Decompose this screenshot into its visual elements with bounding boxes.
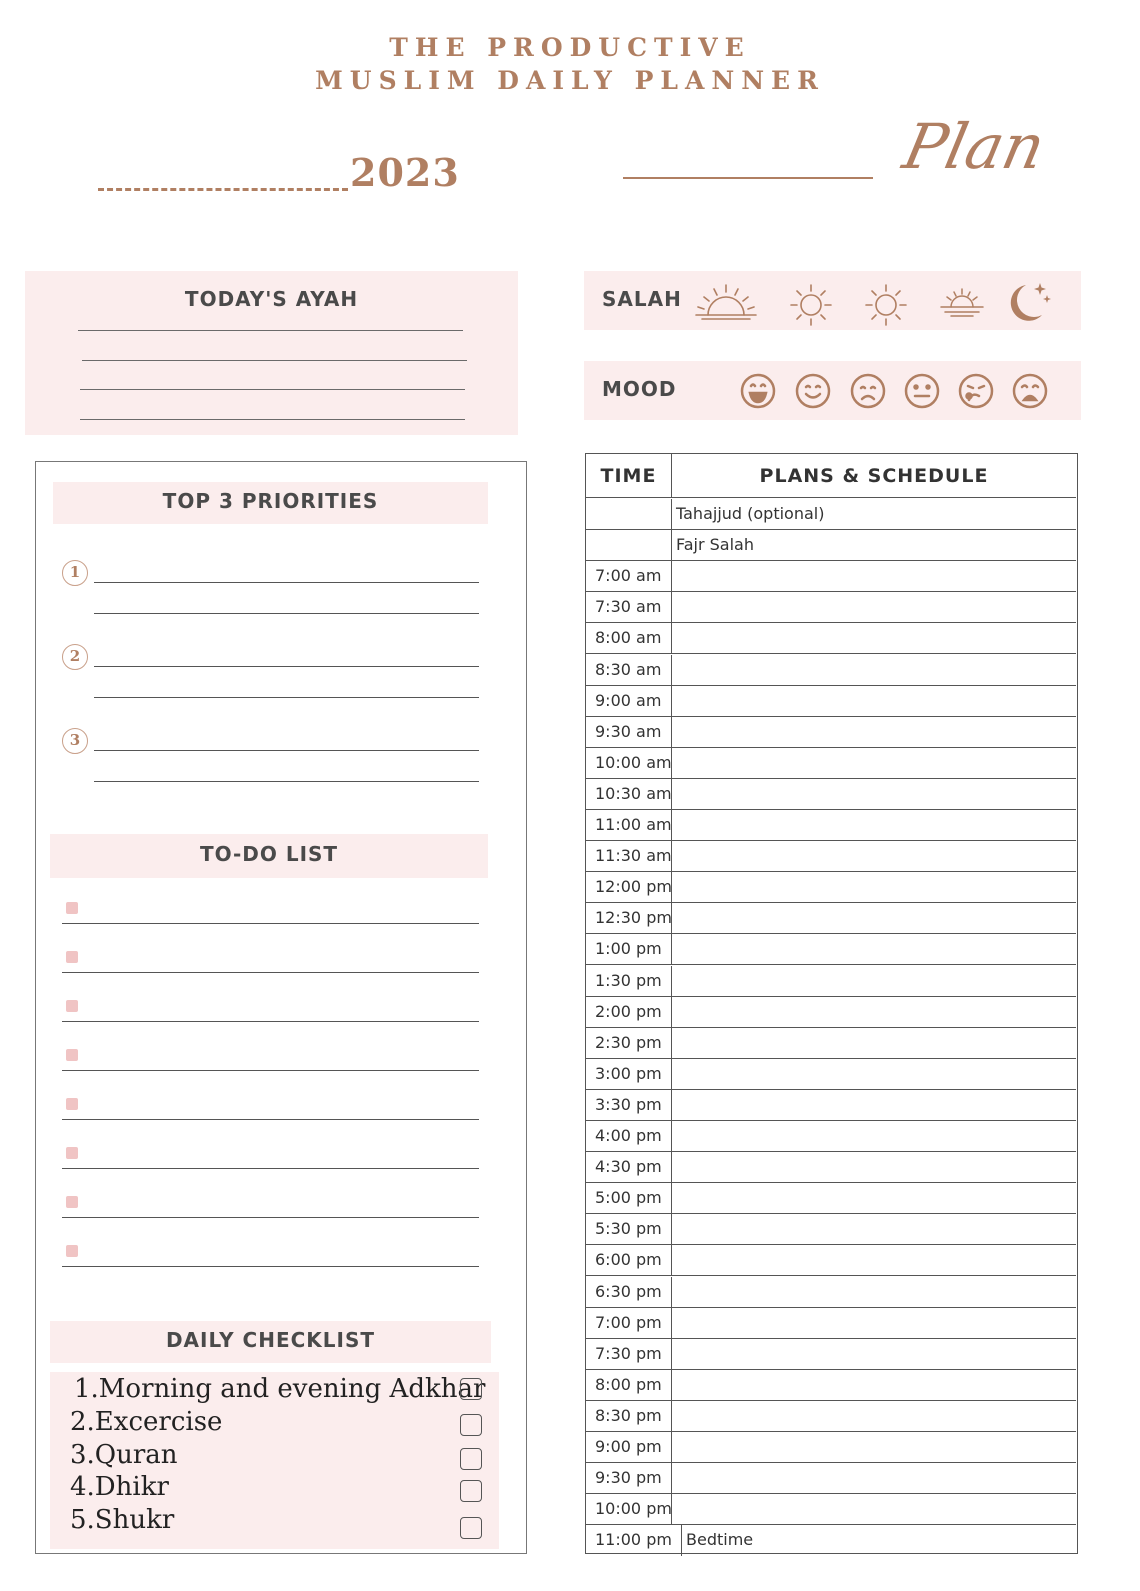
checklist-heading: DAILY CHECKLIST	[165, 1328, 376, 1352]
schedule-time-cell: 9:00 pm	[586, 1432, 672, 1462]
mood-label: MOOD	[602, 377, 677, 401]
schedule-row[interactable]	[586, 903, 1076, 934]
priority-2-line[interactable]	[94, 666, 479, 667]
ayah-writing-line[interactable]	[82, 360, 467, 361]
schedule-time-cell: 8:00 pm	[586, 1370, 672, 1400]
todo-line[interactable]	[62, 1217, 479, 1218]
year-label: 2023	[350, 150, 460, 195]
schedule-time-cell: 12:30 pm	[586, 903, 672, 933]
schedule-plan-cell[interactable]: Fajr Salah	[676, 535, 754, 555]
todo-heading: TO-DO LIST	[199, 842, 339, 866]
checklist-checkbox[interactable]	[460, 1480, 482, 1502]
todo-line[interactable]	[62, 1070, 479, 1071]
priority-number-2: 2	[62, 644, 88, 670]
checklist-item: 3.Quran	[70, 1440, 178, 1470]
schedule-row[interactable]	[586, 841, 1076, 872]
priority-number-3: 3	[62, 728, 88, 754]
priority-1-line[interactable]	[94, 582, 479, 583]
schedule-row[interactable]	[586, 623, 1076, 654]
schedule-plan-cell[interactable]: Bedtime	[686, 1530, 754, 1550]
schedule-row[interactable]	[586, 1245, 1076, 1276]
schedule-row[interactable]	[586, 655, 1076, 686]
todo-checkbox[interactable]	[66, 951, 78, 963]
todo-checkbox[interactable]	[66, 1000, 78, 1012]
schedule-time-cell: 4:30 pm	[586, 1152, 672, 1182]
plan-blank-line[interactable]	[623, 177, 873, 179]
moon-stars-icon[interactable]	[1004, 281, 1052, 325]
todo-line[interactable]	[62, 923, 479, 924]
priorities-heading: TOP 3 PRIORITIES	[162, 489, 379, 513]
time-column-header: TIME	[586, 454, 672, 498]
salah-tracker	[584, 271, 1081, 330]
sad-face-icon[interactable]	[1011, 372, 1049, 410]
todo-line[interactable]	[62, 1168, 479, 1169]
schedule-time-cell: 1:00 pm	[586, 934, 672, 964]
schedule-table	[585, 453, 1078, 1554]
schedule-row[interactable]	[586, 1339, 1076, 1370]
schedule-time-cell: 7:30 am	[586, 592, 672, 622]
smile-face-icon[interactable]	[794, 372, 832, 410]
planner-title-line-2: MUSLIM DAILY PLANNER	[315, 66, 825, 95]
schedule-row[interactable]	[586, 561, 1076, 592]
checklist-checkbox[interactable]	[460, 1517, 482, 1539]
schedule-row[interactable]	[586, 966, 1076, 997]
schedule-row[interactable]	[586, 1152, 1076, 1183]
schedule-row[interactable]	[586, 1277, 1076, 1308]
checklist-item: 4.Dhikr	[70, 1472, 169, 1502]
schedule-time-cell: 7:00 am	[586, 561, 672, 591]
schedule-row[interactable]	[586, 1308, 1076, 1339]
schedule-time-cell	[586, 530, 672, 560]
daily-checklist-body	[50, 1372, 499, 1549]
checklist-checkbox[interactable]	[460, 1414, 482, 1436]
todo-checkbox[interactable]	[66, 1098, 78, 1110]
schedule-row[interactable]	[586, 1183, 1076, 1214]
sunrise-icon[interactable]	[694, 281, 758, 321]
schedule-time-cell: 3:30 pm	[586, 1090, 672, 1120]
schedule-time-cell	[586, 499, 672, 529]
plans-column-header: PLANS & SCHEDULE	[672, 454, 1076, 498]
todo-checkbox[interactable]	[66, 902, 78, 914]
date-blank-line[interactable]	[98, 188, 348, 191]
sun-icon[interactable]	[864, 283, 908, 327]
schedule-row[interactable]	[586, 1028, 1076, 1059]
schedule-time-cell: 5:00 pm	[586, 1183, 672, 1213]
schedule-row[interactable]	[586, 499, 1076, 530]
mood-tracker	[584, 361, 1081, 420]
schedule-time-cell: 10:00 pm	[586, 1494, 672, 1524]
schedule-time-cell: 8:00 am	[586, 623, 672, 653]
salah-label: SALAH	[602, 287, 682, 311]
schedule-time-cell: 9:30 am	[586, 717, 672, 747]
schedule-row[interactable]	[586, 592, 1076, 623]
checklist-checkbox[interactable]	[460, 1378, 482, 1400]
schedule-time-cell: 12:00 pm	[586, 872, 672, 902]
schedule-time-cell: 1:30 pm	[586, 966, 672, 996]
schedule-time-cell: 2:00 pm	[586, 997, 672, 1027]
schedule-row[interactable]	[586, 717, 1076, 748]
todo-checkbox[interactable]	[66, 1245, 78, 1257]
schedule-row[interactable]	[586, 1494, 1076, 1525]
schedule-row[interactable]	[586, 997, 1076, 1028]
ayah-writing-line[interactable]	[78, 330, 463, 331]
schedule-time-cell: 9:00 am	[586, 686, 672, 716]
todays-ayah-section	[25, 271, 518, 435]
priority-number-1: 1	[62, 560, 88, 586]
schedule-time-cell: 11:30 am	[586, 841, 672, 871]
todo-line[interactable]	[62, 1021, 479, 1022]
todo-checkbox[interactable]	[66, 1147, 78, 1159]
checklist-item: 2.Excercise	[70, 1407, 223, 1437]
schedule-time-cell: 8:30 pm	[586, 1401, 672, 1431]
schedule-time-cell: 10:00 am	[586, 748, 672, 778]
schedule-time-cell: 11:00 am	[586, 810, 672, 840]
schedule-row[interactable]	[586, 872, 1076, 903]
schedule-row[interactable]	[586, 779, 1076, 810]
checklist-checkbox[interactable]	[460, 1448, 482, 1470]
grin-face-icon[interactable]	[739, 372, 777, 410]
schedule-time-cell: 7:30 pm	[586, 1339, 672, 1369]
schedule-row[interactable]	[586, 748, 1076, 779]
schedule-time-cell: 4:00 pm	[586, 1121, 672, 1151]
schedule-time-cell: 5:30 pm	[586, 1214, 672, 1244]
ayah-writing-line[interactable]	[80, 419, 465, 420]
schedule-row[interactable]	[586, 1090, 1076, 1121]
checklist-item: 5.Shukr	[70, 1505, 175, 1535]
plan-script-label: Plan	[897, 110, 1052, 183]
planner-title-line-1: THE PRODUCTIVE	[389, 33, 751, 62]
priority-3-line-2[interactable]	[94, 781, 479, 782]
checklist-item: 1.Morning and evening Adkhar	[74, 1374, 486, 1404]
schedule-time-cell: 7:00 pm	[586, 1308, 672, 1338]
schedule-row[interactable]	[586, 1432, 1076, 1463]
schedule-time-cell: 6:00 pm	[586, 1245, 672, 1275]
schedule-plan-cell[interactable]: Tahajjud (optional)	[676, 504, 825, 523]
todo-line[interactable]	[62, 972, 479, 973]
todo-checkbox[interactable]	[66, 1049, 78, 1061]
schedule-time-cell: 11:00 pm	[586, 1525, 682, 1556]
neutral-face-icon[interactable]	[903, 372, 941, 410]
schedule-time-cell: 9:30 pm	[586, 1463, 672, 1493]
schedule-row[interactable]	[586, 1370, 1076, 1401]
sunset-icon[interactable]	[939, 287, 985, 319]
schedule-row[interactable]	[586, 530, 1076, 561]
schedule-row[interactable]	[586, 686, 1076, 717]
todo-line[interactable]	[62, 1266, 479, 1267]
schedule-row[interactable]	[586, 934, 1076, 965]
schedule-row[interactable]	[586, 1401, 1076, 1432]
schedule-row[interactable]	[586, 1463, 1076, 1494]
frown-face-icon[interactable]	[849, 372, 887, 410]
todo-line[interactable]	[62, 1119, 479, 1120]
sun-icon[interactable]	[789, 283, 833, 327]
schedule-time-cell: 10:30 am	[586, 779, 672, 809]
priority-2-line-2[interactable]	[94, 697, 479, 698]
priority-3-line[interactable]	[94, 750, 479, 751]
schedule-row[interactable]	[586, 1214, 1076, 1245]
schedule-row[interactable]	[586, 1525, 1076, 1556]
tired-face-icon[interactable]	[957, 372, 995, 410]
schedule-time-cell: 2:30 pm	[586, 1028, 672, 1058]
left-planner-panel	[35, 461, 527, 1554]
schedule-row[interactable]	[586, 810, 1076, 841]
todo-checkbox[interactable]	[66, 1196, 78, 1208]
schedule-time-cell: 8:30 am	[586, 655, 672, 685]
schedule-row[interactable]	[586, 1059, 1076, 1090]
priority-1-line-2[interactable]	[94, 613, 479, 614]
schedule-row[interactable]	[586, 1121, 1076, 1152]
schedule-time-cell: 3:00 pm	[586, 1059, 672, 1089]
todays-ayah-heading: TODAY'S AYAH	[184, 287, 359, 311]
ayah-writing-line[interactable]	[80, 389, 465, 390]
schedule-time-cell: 6:30 pm	[586, 1277, 672, 1307]
